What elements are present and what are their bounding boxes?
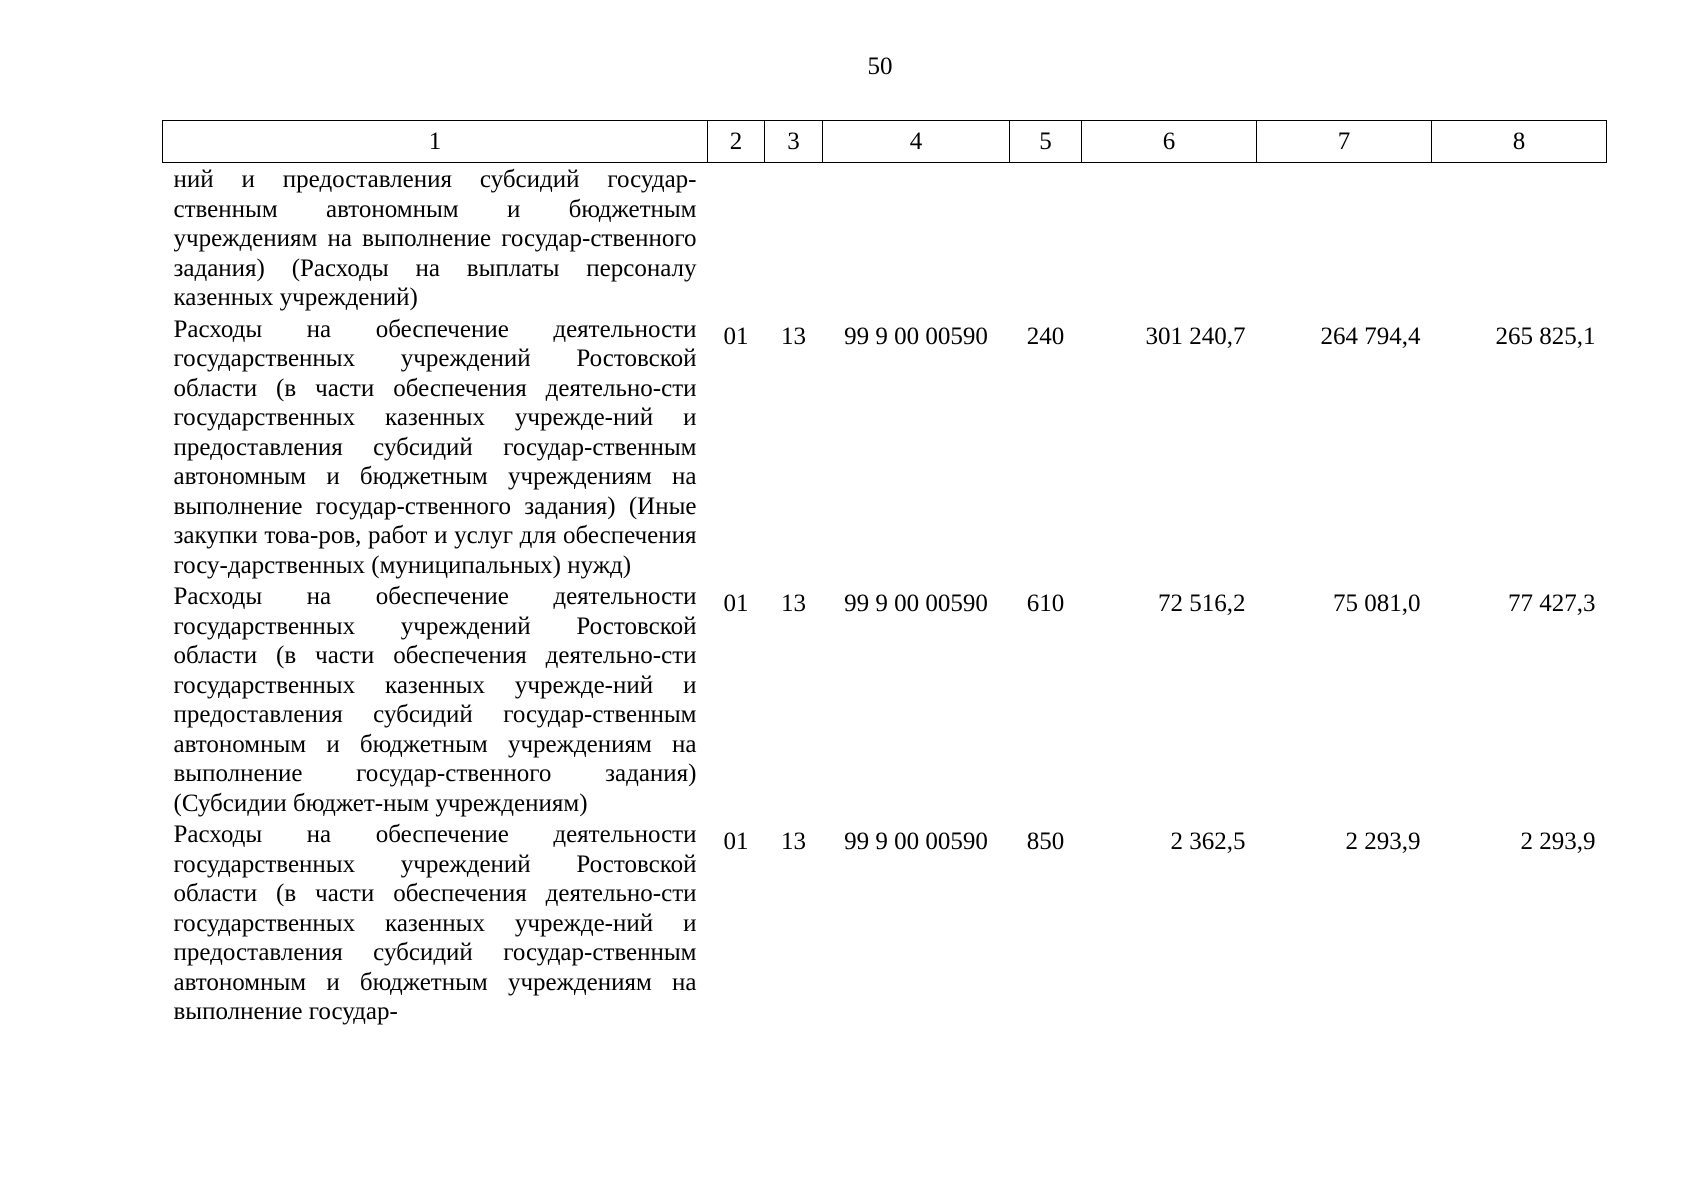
row-subsection: 13 [781,322,806,350]
row-amount-col8: 265 825,1 [1495,322,1596,350]
row-description: Расходы на обеспечение деятельности государственных учреждений Ростовской области (в части обеспечения деятельно-сти государственных казенных учрежде-ний и предоставления субсидий государ-ственным автономным и бюджетным учреждениям на выполнение государ-ственного задания) (Субсидии бюджет-ным учреждениям) [173,583,697,817]
header-row [163,121,1607,163]
row-target-article [823,163,1010,313]
page-number: 50 [867,53,893,80]
row-amount-col6: 72 516,2 [1158,590,1246,617]
row-section: 01 [723,590,749,617]
row-section [708,163,765,313]
budget-table [162,120,1607,1027]
row-section: 01 [723,322,749,350]
row-section: 01 [723,828,749,855]
header-col-6: 6 [1082,121,1257,163]
header-col-2: 2 [708,121,765,163]
header-col-1: 1 [163,121,708,163]
row-description: Расходы на обеспечение деятельности государственных учреждений Ростовской области (в части обеспечения деятельно-сти государственных казенных учрежде-ний и предоставления субсидий государ-ственным автономным и бюджетным учреждениям на выполнение государ-ственного задания) (Иные закупки това-ров, работ и услуг для обеспечения госу-дарственных (муниципальных) нужд) [173,315,697,579]
row-expense-type [1010,163,1082,313]
row-amount-col7: 75 081,0 [1333,590,1421,617]
row-subsection: 13 [781,590,806,617]
row-amount-col6: 301 240,7 [1145,322,1246,350]
row-amount-col6 [1082,163,1257,313]
row-subsection [765,163,823,313]
row-target-article: 99 9 00 00590 [844,322,988,350]
table-row [163,163,1607,313]
row-description: ний и предоставления субсидий государ-ственным автономным и бюджетным учреждениям на выполнение государ-ственного задания) (Расходы на выплаты персоналу казенных учреждений) [173,166,697,311]
table-row [163,818,1607,1027]
row-amount-col8: 77 427,3 [1508,590,1596,617]
row-expense-type: 610 [1026,590,1065,617]
header-col-4: 4 [823,121,1010,163]
row-subsection: 13 [781,828,806,855]
header-col-5: 5 [1010,121,1082,163]
header-col-3: 3 [765,121,823,163]
row-amount-col7 [1257,163,1432,313]
row-amount-col8 [1432,163,1607,313]
row-target-article: 99 9 00 00590 [844,828,988,855]
row-expense-type: 240 [1026,322,1065,350]
row-amount-col6: 2 362,5 [1170,828,1246,855]
row-amount-col8: 2 293,9 [1520,828,1596,855]
row-target-article: 99 9 00 00590 [844,590,988,617]
row-amount-col7: 2 293,9 [1345,828,1421,855]
row-amount-col7: 264 794,4 [1320,322,1421,350]
header-col-7: 7 [1257,121,1432,163]
row-description: Расходы на обеспечение деятельности государственных учреждений Ростовской области (в части обеспечения деятельно-сти государственных казенных учрежде-ний и предоставления субсидий государ-ственным автономным и бюджетным учреждениям на выполнение государ- [173,821,697,1025]
header-col-8: 8 [1432,121,1607,163]
table-row [163,580,1607,818]
row-expense-type: 850 [1026,828,1065,855]
table-row [163,313,1607,581]
